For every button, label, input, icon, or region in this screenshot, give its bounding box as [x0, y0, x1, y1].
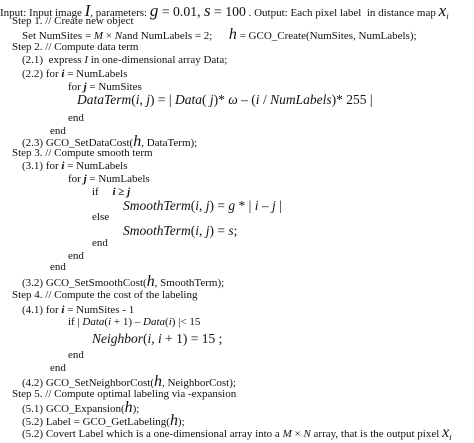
text-segment: j	[83, 81, 87, 93]
text-segment: = NumSites - 1	[64, 304, 135, 316]
algorithm-line	[22, 425, 452, 443]
text-segment: j	[209, 92, 214, 107]
text-segment: end	[92, 237, 108, 249]
text-segment: i	[195, 198, 200, 213]
text-segment: , DataTerm);	[141, 137, 198, 149]
text-segment: + 1) –	[111, 316, 144, 328]
text-segment: g	[149, 1, 159, 20]
text-segment: = NumLabels	[64, 160, 128, 172]
text-segment: (3.1) for	[22, 160, 62, 172]
algorithm-line	[50, 261, 66, 273]
text-segment: ;	[233, 223, 238, 238]
text-segment: ,	[139, 92, 147, 107]
text-segment: – (	[237, 92, 256, 107]
text-segment: i	[108, 316, 112, 328]
text-segment: i	[446, 11, 449, 22]
algorithm-line	[12, 15, 134, 27]
text-segment: NumLabels	[270, 92, 332, 107]
algorithm-line	[92, 211, 109, 223]
text-segment: g	[228, 198, 236, 213]
algorithm-line	[22, 54, 227, 66]
algorithm-line	[68, 112, 84, 124]
text-segment: M	[93, 30, 104, 42]
text-segment: i	[147, 331, 152, 346]
text-segment: Step 1. // Create new object	[12, 15, 134, 27]
text-segment: end	[50, 362, 66, 374]
text-segment: (	[143, 331, 148, 346]
text-segment: s	[203, 1, 211, 20]
text-segment: I	[84, 1, 91, 20]
text-segment: h	[169, 412, 178, 429]
text-segment: in one-dimensional array Data;	[88, 54, 228, 66]
text-segment: );	[177, 416, 185, 428]
text-segment: (	[104, 316, 109, 328]
algorithm-line	[77, 92, 373, 107]
algorithm-line	[92, 186, 130, 198]
text-segment: h	[124, 399, 133, 416]
text-segment: I	[84, 54, 88, 66]
text-segment: (3.2) GCO_SetSmoothCost(	[22, 277, 147, 289]
text-segment: x	[442, 424, 450, 441]
text-segment: j	[127, 186, 131, 198]
text-segment: i	[449, 432, 452, 443]
text-segment: = 0.01,	[158, 4, 204, 19]
text-segment: –	[258, 198, 272, 213]
text-segment: (	[131, 92, 136, 107]
text-segment: (2.2) for	[22, 68, 62, 80]
text-segment: SmoothTerm	[123, 198, 191, 213]
text-segment: for	[68, 173, 84, 185]
text-segment: (	[201, 92, 210, 107]
text-segment: ω	[228, 92, 238, 107]
text-segment: Data	[82, 316, 105, 328]
text-segment: j	[146, 92, 151, 107]
text-segment: Step 5. // Compute optimal labeling via -expansion	[12, 388, 237, 400]
algorithm-line	[12, 289, 197, 301]
algorithm-line	[68, 349, 84, 361]
text-segment: N	[303, 428, 311, 440]
algorithm-line	[92, 237, 108, 249]
text-segment: , parameters:	[90, 7, 150, 19]
text-segment: end	[68, 250, 84, 262]
text-segment: Input: Input image	[0, 7, 85, 19]
algorithm-line	[123, 223, 237, 238]
text-segment: Neighbor	[92, 331, 144, 346]
algorithm-line	[22, 68, 128, 80]
text-segment: Step 2. // Compute data term	[12, 41, 139, 53]
text-segment: ,	[199, 223, 206, 238]
text-segment: Step 4. // Compute the cost of the labeling	[12, 289, 198, 301]
text-segment: if |	[68, 316, 83, 328]
text-segment: + 1) = 15 ;	[161, 331, 223, 346]
text-segment: ) |< 15	[171, 316, 201, 328]
text-segment: (5.2) Label = GCO_GetLabeling(	[22, 416, 170, 428]
text-segment: ) =	[209, 223, 229, 238]
text-segment: h	[228, 26, 237, 43]
text-segment: h	[133, 133, 142, 150]
text-segment: = 100	[210, 4, 246, 19]
algorithm-line	[68, 250, 84, 262]
algorithm-line	[50, 362, 66, 374]
text-segment: (	[190, 223, 196, 238]
text-segment: else	[92, 211, 110, 223]
text-segment: ) = |	[150, 92, 175, 107]
text-segment: (2.3) GCO_SetDataCost(	[22, 137, 134, 149]
text-segment: x	[438, 1, 447, 20]
text-segment: )* 255 |	[331, 92, 373, 107]
algorithm-line	[12, 41, 138, 53]
text-segment: (4.2) GCO_SetNeighborCost(	[22, 377, 154, 389]
text-segment: (	[190, 198, 196, 213]
text-segment: i	[61, 304, 65, 316]
text-segment: end	[68, 112, 84, 124]
text-segment: = GCO_Create(NumSites, NumLabels);	[236, 30, 417, 42]
text-segment: (2.1) express	[22, 54, 85, 66]
text-segment: i	[168, 316, 172, 328]
algorithm-line	[92, 331, 222, 346]
text-segment: (	[165, 316, 169, 328]
text-segment: i	[61, 68, 65, 80]
text-segment: SmoothTerm	[123, 223, 191, 238]
text-segment: ,	[151, 331, 159, 346]
text-segment: = NumLabels	[64, 68, 128, 80]
text-segment: Step 3. // Compute smooth term	[12, 147, 153, 159]
algorithm-line	[22, 304, 134, 316]
text-segment: Data	[143, 316, 166, 328]
text-segment: |	[275, 198, 282, 213]
text-segment: ×	[291, 428, 304, 440]
text-segment: h	[146, 273, 155, 290]
text-segment: i	[195, 223, 200, 238]
algorithm-line	[68, 173, 150, 185]
text-segment: i	[112, 186, 116, 198]
text-segment: N	[114, 30, 123, 42]
text-segment: . Output: Each pixel label in distance map	[245, 7, 439, 19]
text-segment: = NumLabels	[86, 173, 150, 185]
text-segment: i	[254, 198, 259, 213]
text-segment: M	[282, 428, 292, 440]
text-segment: array, that is the output pixel	[310, 428, 443, 440]
text-segment: i	[158, 331, 162, 346]
text-segment: = NumSites	[86, 81, 142, 93]
text-segment: DataTerm	[77, 92, 132, 107]
algorithm-line	[68, 316, 200, 328]
text-segment: , NeighborCost);	[161, 377, 236, 389]
text-segment: (5.2) Covert Label which is a one-dimensional array into a	[22, 428, 283, 440]
algorithm-line	[22, 160, 128, 172]
text-segment: );	[132, 403, 140, 415]
text-segment: /	[259, 92, 271, 107]
text-segment: s	[228, 223, 234, 238]
text-segment: ×	[103, 30, 115, 42]
text-segment: i	[61, 160, 65, 172]
text-segment: j	[272, 198, 276, 213]
text-segment: * |	[235, 198, 255, 213]
text-segment: ,	[199, 198, 206, 213]
text-segment: j	[205, 198, 210, 213]
text-segment: for	[68, 81, 84, 93]
text-segment: h	[154, 373, 162, 390]
algorithm-line	[123, 198, 282, 213]
text-segment: )*	[213, 92, 229, 107]
text-segment: , SmoothTerm);	[154, 277, 225, 289]
text-segment: Set NumSites =	[22, 30, 94, 42]
text-segment: j	[83, 173, 87, 185]
text-segment: end	[50, 125, 66, 137]
text-segment: i	[135, 92, 140, 107]
text-segment: and NumLabels = 2;	[122, 30, 229, 42]
text-segment: if	[92, 186, 113, 198]
text-segment: ) =	[209, 198, 229, 213]
text-segment: end	[68, 349, 84, 361]
text-segment: end	[50, 261, 66, 273]
text-segment: i	[255, 92, 260, 107]
algorithm-line	[22, 274, 224, 290]
text-segment: (4.1) for	[22, 304, 62, 316]
text-segment: Data	[174, 92, 202, 107]
algorithm-line	[12, 147, 153, 159]
text-segment: j	[205, 223, 210, 238]
text-segment: (5.1) GCO_Expansion(	[22, 403, 125, 415]
text-segment: ≥	[115, 186, 128, 198]
